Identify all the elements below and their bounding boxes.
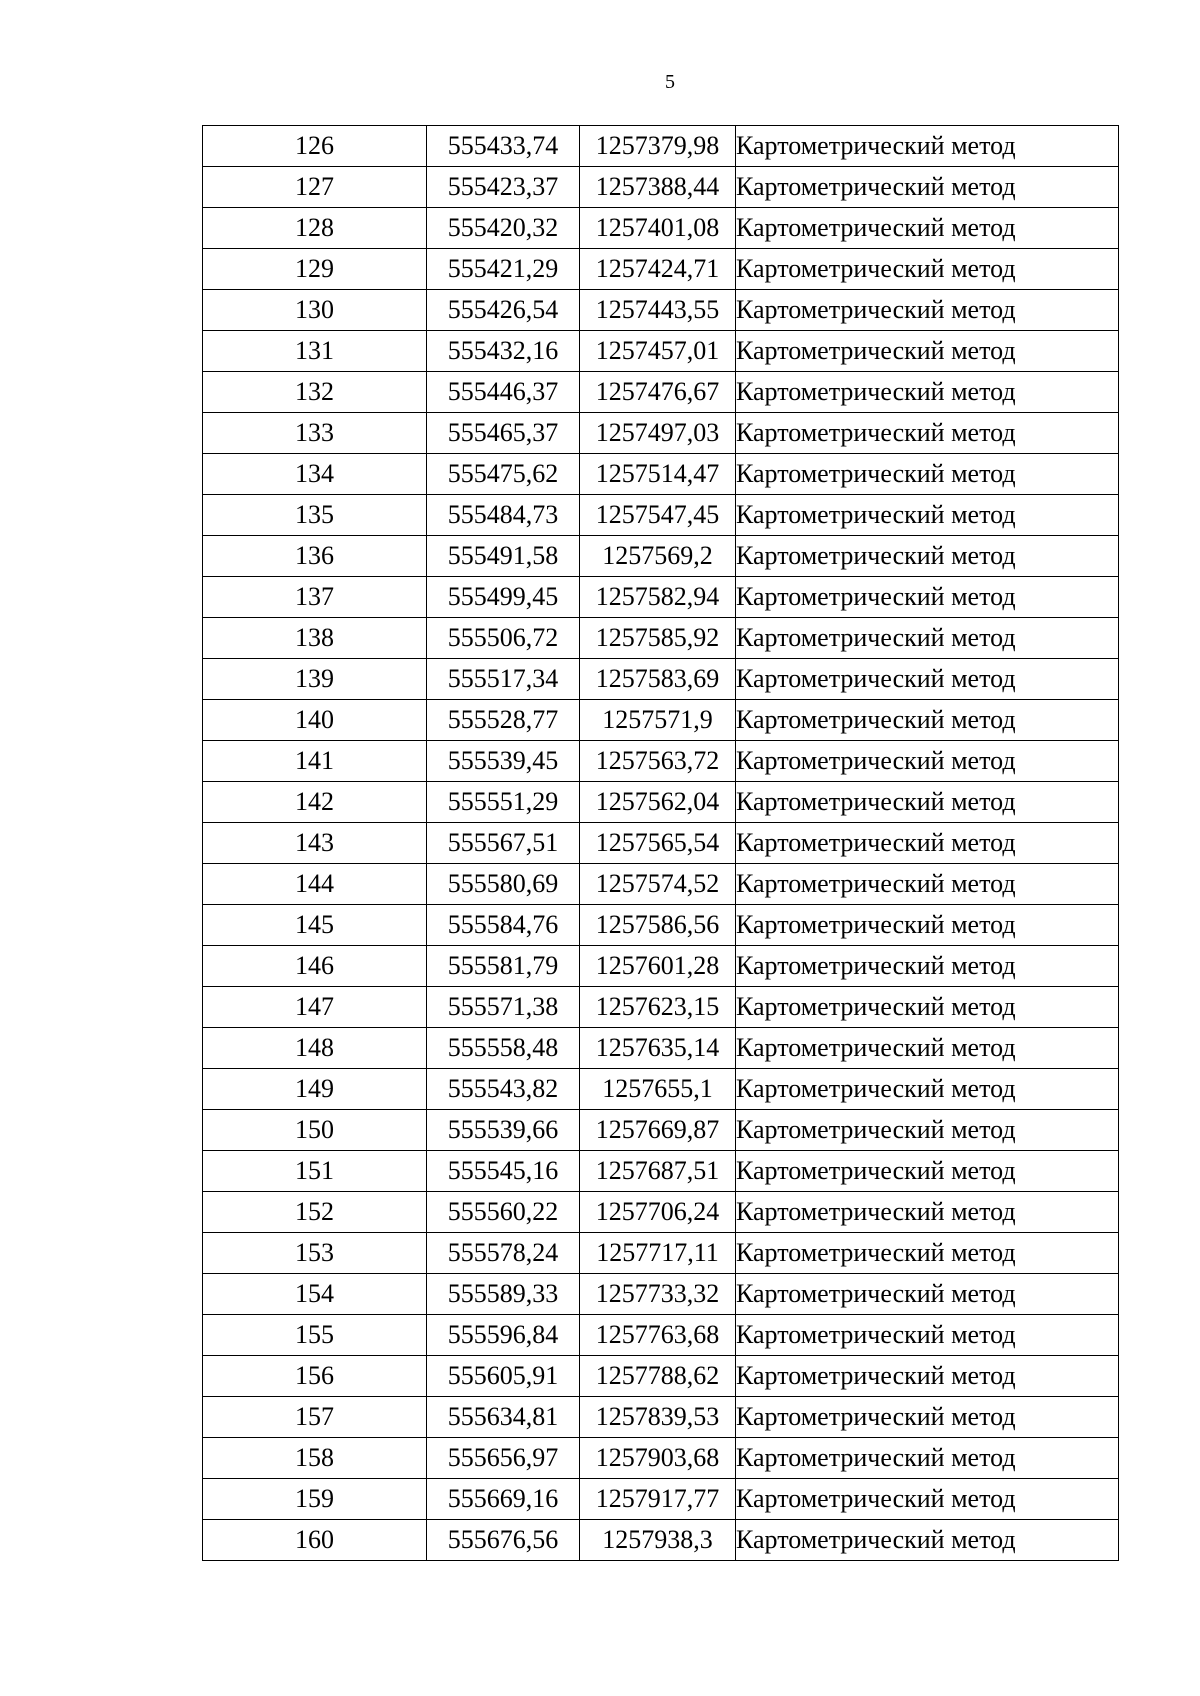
x-coordinate-cell: 555491,58 xyxy=(427,536,580,577)
method-cell: Картометрический метод xyxy=(736,249,1119,290)
y-coordinate-cell: 1257669,87 xyxy=(580,1110,736,1151)
y-coordinate-cell: 1257583,69 xyxy=(580,659,736,700)
point-number-cell: 147 xyxy=(203,987,427,1028)
method-cell: Картометрический метод xyxy=(736,782,1119,823)
point-number-cell: 145 xyxy=(203,905,427,946)
x-coordinate-cell: 555543,82 xyxy=(427,1069,580,1110)
x-coordinate-cell: 555578,24 xyxy=(427,1233,580,1274)
y-coordinate-cell: 1257655,1 xyxy=(580,1069,736,1110)
point-number-cell: 149 xyxy=(203,1069,427,1110)
x-coordinate-cell: 555596,84 xyxy=(427,1315,580,1356)
table-row xyxy=(203,208,1119,249)
y-coordinate-cell: 1257917,77 xyxy=(580,1479,736,1520)
x-coordinate-cell: 555567,51 xyxy=(427,823,580,864)
point-number-cell: 157 xyxy=(203,1397,427,1438)
method-cell: Картометрический метод xyxy=(736,413,1119,454)
table-row xyxy=(203,946,1119,987)
table-row xyxy=(203,1356,1119,1397)
table-row xyxy=(203,536,1119,577)
point-number-cell: 146 xyxy=(203,946,427,987)
table-row xyxy=(203,126,1119,167)
method-cell: Картометрический метод xyxy=(736,823,1119,864)
x-coordinate-cell: 555528,77 xyxy=(427,700,580,741)
y-coordinate-cell: 1257562,04 xyxy=(580,782,736,823)
x-coordinate-cell: 555421,29 xyxy=(427,249,580,290)
table-row xyxy=(203,987,1119,1028)
y-coordinate-cell: 1257571,9 xyxy=(580,700,736,741)
table-row xyxy=(203,331,1119,372)
y-coordinate-cell: 1257424,71 xyxy=(580,249,736,290)
point-number-cell: 136 xyxy=(203,536,427,577)
point-number-cell: 155 xyxy=(203,1315,427,1356)
point-number-cell: 144 xyxy=(203,864,427,905)
method-cell: Картометрический метод xyxy=(736,864,1119,905)
y-coordinate-cell: 1257379,98 xyxy=(580,126,736,167)
table-row xyxy=(203,741,1119,782)
point-number-cell: 160 xyxy=(203,1520,427,1561)
point-number-cell: 127 xyxy=(203,167,427,208)
table-row xyxy=(203,1397,1119,1438)
coordinates-table xyxy=(202,125,1119,1561)
y-coordinate-cell: 1257687,51 xyxy=(580,1151,736,1192)
point-number-cell: 159 xyxy=(203,1479,427,1520)
point-number-cell: 156 xyxy=(203,1356,427,1397)
table-row xyxy=(203,1233,1119,1274)
table-row xyxy=(203,495,1119,536)
y-coordinate-cell: 1257586,56 xyxy=(580,905,736,946)
method-cell: Картометрический метод xyxy=(736,1438,1119,1479)
table-row xyxy=(203,618,1119,659)
point-number-cell: 151 xyxy=(203,1151,427,1192)
x-coordinate-cell: 555539,45 xyxy=(427,741,580,782)
x-coordinate-cell: 555545,16 xyxy=(427,1151,580,1192)
method-cell: Картометрический метод xyxy=(736,1315,1119,1356)
y-coordinate-cell: 1257514,47 xyxy=(580,454,736,495)
y-coordinate-cell: 1257443,55 xyxy=(580,290,736,331)
y-coordinate-cell: 1257569,2 xyxy=(580,536,736,577)
x-coordinate-cell: 555433,74 xyxy=(427,126,580,167)
method-cell: Картометрический метод xyxy=(736,454,1119,495)
y-coordinate-cell: 1257623,15 xyxy=(580,987,736,1028)
table-row xyxy=(203,700,1119,741)
table-row xyxy=(203,167,1119,208)
y-coordinate-cell: 1257547,45 xyxy=(580,495,736,536)
point-number-cell: 138 xyxy=(203,618,427,659)
table-row xyxy=(203,823,1119,864)
y-coordinate-cell: 1257635,14 xyxy=(580,1028,736,1069)
y-coordinate-cell: 1257401,08 xyxy=(580,208,736,249)
y-coordinate-cell: 1257938,3 xyxy=(580,1520,736,1561)
table-row xyxy=(203,290,1119,331)
x-coordinate-cell: 555605,91 xyxy=(427,1356,580,1397)
x-coordinate-cell: 555432,16 xyxy=(427,331,580,372)
point-number-cell: 158 xyxy=(203,1438,427,1479)
x-coordinate-cell: 555656,97 xyxy=(427,1438,580,1479)
x-coordinate-cell: 555517,34 xyxy=(427,659,580,700)
point-number-cell: 133 xyxy=(203,413,427,454)
table-row xyxy=(203,1069,1119,1110)
y-coordinate-cell: 1257582,94 xyxy=(580,577,736,618)
point-number-cell: 134 xyxy=(203,454,427,495)
x-coordinate-cell: 555420,32 xyxy=(427,208,580,249)
x-coordinate-cell: 555669,16 xyxy=(427,1479,580,1520)
y-coordinate-cell: 1257839,53 xyxy=(580,1397,736,1438)
x-coordinate-cell: 555539,66 xyxy=(427,1110,580,1151)
method-cell: Картометрический метод xyxy=(736,290,1119,331)
table-row xyxy=(203,1110,1119,1151)
y-coordinate-cell: 1257574,52 xyxy=(580,864,736,905)
method-cell: Картометрический метод xyxy=(736,987,1119,1028)
y-coordinate-cell: 1257763,68 xyxy=(580,1315,736,1356)
y-coordinate-cell: 1257585,92 xyxy=(580,618,736,659)
method-cell: Картометрический метод xyxy=(736,1192,1119,1233)
table-row xyxy=(203,413,1119,454)
method-cell: Картометрический метод xyxy=(736,946,1119,987)
x-coordinate-cell: 555423,37 xyxy=(427,167,580,208)
table-row xyxy=(203,454,1119,495)
table-row xyxy=(203,1274,1119,1315)
y-coordinate-cell: 1257706,24 xyxy=(580,1192,736,1233)
x-coordinate-cell: 555676,56 xyxy=(427,1520,580,1561)
method-cell: Картометрический метод xyxy=(736,659,1119,700)
method-cell: Картометрический метод xyxy=(736,1274,1119,1315)
table-row xyxy=(203,372,1119,413)
x-coordinate-cell: 555551,29 xyxy=(427,782,580,823)
table-row xyxy=(203,659,1119,700)
method-cell: Картометрический метод xyxy=(736,1233,1119,1274)
table-row xyxy=(203,905,1119,946)
y-coordinate-cell: 1257476,67 xyxy=(580,372,736,413)
x-coordinate-cell: 555499,45 xyxy=(427,577,580,618)
page-number: 5 xyxy=(665,71,675,93)
x-coordinate-cell: 555580,69 xyxy=(427,864,580,905)
point-number-cell: 143 xyxy=(203,823,427,864)
point-number-cell: 153 xyxy=(203,1233,427,1274)
method-cell: Картометрический метод xyxy=(736,208,1119,249)
table-row xyxy=(203,1028,1119,1069)
y-coordinate-cell: 1257733,32 xyxy=(580,1274,736,1315)
point-number-cell: 139 xyxy=(203,659,427,700)
x-coordinate-cell: 555581,79 xyxy=(427,946,580,987)
y-coordinate-cell: 1257903,68 xyxy=(580,1438,736,1479)
y-coordinate-cell: 1257788,62 xyxy=(580,1356,736,1397)
point-number-cell: 129 xyxy=(203,249,427,290)
y-coordinate-cell: 1257388,44 xyxy=(580,167,736,208)
x-coordinate-cell: 555475,62 xyxy=(427,454,580,495)
table-row xyxy=(203,249,1119,290)
point-number-cell: 130 xyxy=(203,290,427,331)
x-coordinate-cell: 555584,76 xyxy=(427,905,580,946)
x-coordinate-cell: 555558,48 xyxy=(427,1028,580,1069)
method-cell: Картометрический метод xyxy=(736,1110,1119,1151)
point-number-cell: 135 xyxy=(203,495,427,536)
method-cell: Картометрический метод xyxy=(736,167,1119,208)
table-row xyxy=(203,1520,1119,1561)
x-coordinate-cell: 555465,37 xyxy=(427,413,580,454)
y-coordinate-cell: 1257717,11 xyxy=(580,1233,736,1274)
point-number-cell: 137 xyxy=(203,577,427,618)
y-coordinate-cell: 1257563,72 xyxy=(580,741,736,782)
coordinates-table-body xyxy=(203,126,1119,1561)
method-cell: Картометрический метод xyxy=(736,700,1119,741)
x-coordinate-cell: 555426,54 xyxy=(427,290,580,331)
x-coordinate-cell: 555446,37 xyxy=(427,372,580,413)
point-number-cell: 150 xyxy=(203,1110,427,1151)
table-row xyxy=(203,577,1119,618)
method-cell: Картометрический метод xyxy=(736,577,1119,618)
point-number-cell: 154 xyxy=(203,1274,427,1315)
method-cell: Картометрический метод xyxy=(736,372,1119,413)
method-cell: Картометрический метод xyxy=(736,741,1119,782)
method-cell: Картометрический метод xyxy=(736,536,1119,577)
x-coordinate-cell: 555589,33 xyxy=(427,1274,580,1315)
method-cell: Картометрический метод xyxy=(736,1520,1119,1561)
point-number-cell: 141 xyxy=(203,741,427,782)
point-number-cell: 132 xyxy=(203,372,427,413)
method-cell: Картометрический метод xyxy=(736,1479,1119,1520)
table-row xyxy=(203,1151,1119,1192)
point-number-cell: 126 xyxy=(203,126,427,167)
method-cell: Картометрический метод xyxy=(736,905,1119,946)
x-coordinate-cell: 555506,72 xyxy=(427,618,580,659)
table-row xyxy=(203,1479,1119,1520)
y-coordinate-cell: 1257601,28 xyxy=(580,946,736,987)
method-cell: Картометрический метод xyxy=(736,331,1119,372)
table-row xyxy=(203,782,1119,823)
table-row xyxy=(203,1315,1119,1356)
point-number-cell: 148 xyxy=(203,1028,427,1069)
point-number-cell: 142 xyxy=(203,782,427,823)
method-cell: Картометрический метод xyxy=(736,1397,1119,1438)
point-number-cell: 131 xyxy=(203,331,427,372)
x-coordinate-cell: 555571,38 xyxy=(427,987,580,1028)
method-cell: Картометрический метод xyxy=(736,1356,1119,1397)
method-cell: Картометрический метод xyxy=(736,1069,1119,1110)
table-row xyxy=(203,1438,1119,1479)
point-number-cell: 128 xyxy=(203,208,427,249)
x-coordinate-cell: 555484,73 xyxy=(427,495,580,536)
y-coordinate-cell: 1257565,54 xyxy=(580,823,736,864)
method-cell: Картометрический метод xyxy=(736,1028,1119,1069)
point-number-cell: 152 xyxy=(203,1192,427,1233)
table-row xyxy=(203,864,1119,905)
y-coordinate-cell: 1257457,01 xyxy=(580,331,736,372)
method-cell: Картометрический метод xyxy=(736,495,1119,536)
method-cell: Картометрический метод xyxy=(736,1151,1119,1192)
point-number-cell: 140 xyxy=(203,700,427,741)
method-cell: Картометрический метод xyxy=(736,126,1119,167)
y-coordinate-cell: 1257497,03 xyxy=(580,413,736,454)
table-row xyxy=(203,1192,1119,1233)
x-coordinate-cell: 555560,22 xyxy=(427,1192,580,1233)
x-coordinate-cell: 555634,81 xyxy=(427,1397,580,1438)
method-cell: Картометрический метод xyxy=(736,618,1119,659)
